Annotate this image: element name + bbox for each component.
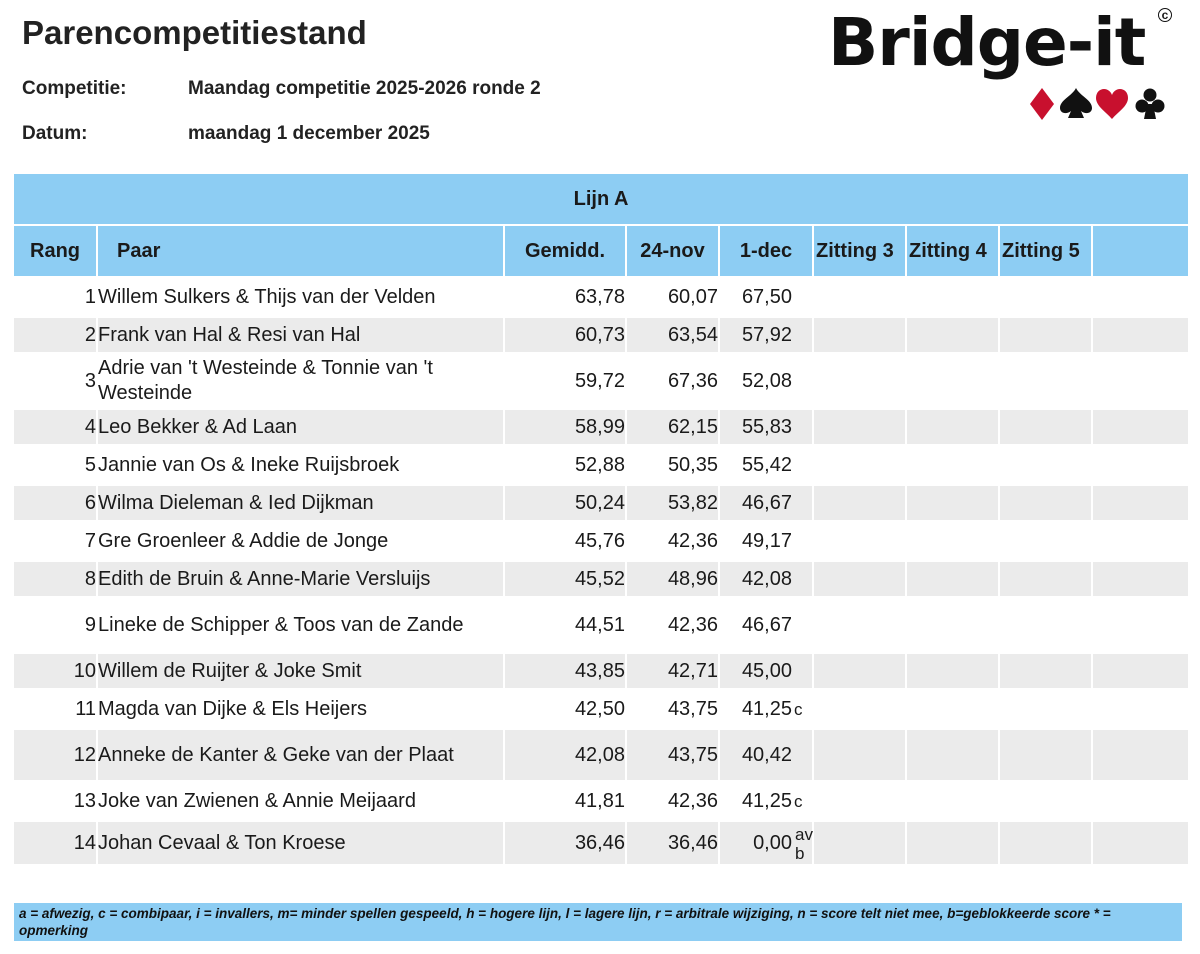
zitting-3-cell — [814, 280, 907, 318]
nov24-cell: 53,82 — [627, 486, 720, 524]
logo-text: Bridge-it — [828, 4, 1146, 81]
legend: a = afwezig, c = combipaar, i = invallers, m= minder spellen gespeeld, h = hogere lijn, l = lagere lijn, r = arbitrale wijziging, n = score telt niet mee, b=geblokkeerde score * = opmerking — [14, 903, 1182, 941]
gemidd-cell: 36,46 — [505, 822, 627, 868]
table-row — [14, 654, 1188, 692]
nov24-cell: 62,15 — [627, 410, 720, 448]
dec1-value: 55,42 — [741, 453, 792, 476]
zitting-5-cell — [1000, 356, 1093, 410]
nov24-cell: 42,36 — [627, 524, 720, 562]
zitting-3-cell — [814, 600, 907, 654]
table-row — [14, 784, 1188, 822]
dec1-cell — [720, 784, 814, 822]
dec1-cell — [720, 730, 814, 784]
rang-cell: 3 — [14, 356, 98, 410]
dec1-cell — [720, 600, 814, 654]
col-1-dec: 1-dec — [720, 226, 814, 280]
zitting-3-cell — [814, 784, 907, 822]
zitting-4-cell — [907, 448, 1000, 486]
table-row — [14, 524, 1188, 562]
dec1-value: 45,00 — [741, 659, 792, 682]
empty-cell — [1093, 448, 1188, 486]
dec1-value: 41,25 — [741, 789, 792, 812]
zitting-5-cell — [1000, 524, 1093, 562]
paar-cell: Edith de Bruin & Anne-Marie Versluijs — [98, 562, 505, 600]
empty-cell — [1093, 692, 1188, 730]
paar-cell: Joke van Zwienen & Annie Meijaard — [98, 784, 505, 822]
dec1-cell — [720, 654, 814, 692]
nov24-cell: 43,75 — [627, 730, 720, 784]
standings-table — [14, 174, 1188, 868]
nov24-cell: 43,75 — [627, 692, 720, 730]
gemidd-cell: 60,73 — [505, 318, 627, 356]
paar-cell: Magda van Dijke & Els Heijers — [98, 692, 505, 730]
empty-cell — [1093, 486, 1188, 524]
rang-cell: 13 — [14, 784, 98, 822]
rang-cell: 8 — [14, 562, 98, 600]
gemidd-cell: 45,52 — [505, 562, 627, 600]
rang-cell: 4 — [14, 410, 98, 448]
zitting-4-cell — [907, 730, 1000, 784]
zitting-3-cell — [814, 822, 907, 868]
col-24-nov: 24-nov — [627, 226, 720, 280]
paar-cell: Jannie van Os & Ineke Ruijsbroek — [98, 448, 505, 486]
zitting-3-cell — [814, 410, 907, 448]
paar-cell: Leo Bekker & Ad Laan — [98, 410, 505, 448]
nov24-cell: 63,54 — [627, 318, 720, 356]
score-flag: av b — [795, 825, 813, 863]
table-row — [14, 822, 1188, 868]
empty-cell — [1093, 280, 1188, 318]
copyright-icon: c — [1158, 8, 1172, 22]
empty-cell — [1093, 730, 1188, 784]
dec1-value: 67,50 — [741, 285, 792, 308]
paar-cell: Wilma Dieleman & Ied Dijkman — [98, 486, 505, 524]
dec1-cell — [720, 410, 814, 448]
gemidd-cell: 52,88 — [505, 448, 627, 486]
gemidd-cell: 45,76 — [505, 524, 627, 562]
paar-cell: Willem Sulkers & Thijs van der Velden — [98, 280, 505, 318]
paar-cell: Johan Cevaal & Ton Kroese — [98, 822, 505, 868]
zitting-4-cell — [907, 692, 1000, 730]
nov24-cell: 42,36 — [627, 600, 720, 654]
zitting-3-cell — [814, 654, 907, 692]
lijn-header: Lijn A — [14, 174, 1188, 226]
empty-cell — [1093, 524, 1188, 562]
zitting-3-cell — [814, 730, 907, 784]
zitting-5-cell — [1000, 692, 1093, 730]
zitting-3-cell — [814, 356, 907, 410]
zitting-4-cell — [907, 784, 1000, 822]
rang-cell: 9 — [14, 600, 98, 654]
dec1-cell — [720, 448, 814, 486]
empty-cell — [1093, 822, 1188, 868]
competitie-label: Competitie: — [22, 78, 127, 99]
table-row — [14, 600, 1188, 654]
dec1-cell — [720, 524, 814, 562]
empty-cell — [1093, 410, 1188, 448]
zitting-5-cell — [1000, 730, 1093, 784]
dec1-value: 41,25 — [741, 697, 792, 720]
dec1-value: 49,17 — [741, 529, 792, 552]
empty-cell — [1093, 356, 1188, 410]
gemidd-cell: 63,78 — [505, 280, 627, 318]
zitting-4-cell — [907, 318, 1000, 356]
zitting-5-cell — [1000, 410, 1093, 448]
gemidd-cell: 42,50 — [505, 692, 627, 730]
dec1-value: 46,67 — [741, 613, 792, 636]
gemidd-cell: 44,51 — [505, 600, 627, 654]
table-row — [14, 280, 1188, 318]
zitting-5-cell — [1000, 784, 1093, 822]
paar-cell: Gre Groenleer & Addie de Jonge — [98, 524, 505, 562]
nov24-cell: 36,46 — [627, 822, 720, 868]
zitting-3-cell — [814, 448, 907, 486]
table-row — [14, 318, 1188, 356]
table-row — [14, 730, 1188, 784]
nov24-cell: 42,71 — [627, 654, 720, 692]
dec1-cell — [720, 356, 814, 410]
datum-label: Datum: — [22, 123, 88, 144]
dec1-value: 0,00 — [753, 831, 792, 854]
zitting-4-cell — [907, 524, 1000, 562]
col-zitting-5: Zitting 5 — [1000, 226, 1093, 280]
score-flag: c — [794, 699, 803, 719]
bridge-it-logo — [828, 6, 1180, 128]
dec1-value: 57,92 — [741, 323, 792, 346]
col-rang: Rang — [14, 226, 98, 280]
zitting-3-cell — [814, 562, 907, 600]
dec1-value: 52,08 — [741, 369, 792, 392]
zitting-4-cell — [907, 822, 1000, 868]
paar-cell: Willem de Ruijter & Joke Smit — [98, 654, 505, 692]
gemidd-cell: 42,08 — [505, 730, 627, 784]
paar-cell: Frank van Hal & Resi van Hal — [98, 318, 505, 356]
club-icon — [1136, 89, 1165, 120]
score-flag: c — [794, 791, 803, 811]
nov24-cell: 60,07 — [627, 280, 720, 318]
diamond-icon — [1030, 88, 1054, 120]
col-paar: Paar — [98, 226, 505, 280]
gemidd-cell: 41,81 — [505, 784, 627, 822]
dec1-cell — [720, 486, 814, 524]
col-zitting-3: Zitting 3 — [814, 226, 907, 280]
zitting-5-cell — [1000, 600, 1093, 654]
gemidd-cell: 43,85 — [505, 654, 627, 692]
dec1-value: 40,42 — [741, 743, 792, 766]
table-row — [14, 562, 1188, 600]
empty-cell — [1093, 654, 1188, 692]
page-title: Parencompetitiestand — [22, 14, 367, 51]
table-row — [14, 486, 1188, 524]
rang-cell: 2 — [14, 318, 98, 356]
dec1-value: 55,83 — [741, 415, 792, 438]
dec1-cell — [720, 692, 814, 730]
zitting-3-cell — [814, 318, 907, 356]
dec1-value: 42,08 — [741, 567, 792, 590]
table-row — [14, 692, 1188, 730]
gemidd-cell: 50,24 — [505, 486, 627, 524]
dec1-value: 46,67 — [741, 491, 792, 514]
empty-cell — [1093, 318, 1188, 356]
zitting-4-cell — [907, 562, 1000, 600]
card-suits-icon — [1028, 86, 1168, 122]
dec1-cell — [720, 822, 814, 868]
nov24-cell: 42,36 — [627, 784, 720, 822]
zitting-5-cell — [1000, 822, 1093, 868]
paar-cell: Adrie van 't Westeinde & Tonnie van 't Westeinde — [98, 356, 505, 410]
col-gemidd: Gemidd. — [505, 226, 627, 280]
heart-icon — [1096, 89, 1128, 119]
table-row — [14, 410, 1188, 448]
nov24-cell: 50,35 — [627, 448, 720, 486]
rang-cell: 6 — [14, 486, 98, 524]
rang-cell: 11 — [14, 692, 98, 730]
datum-value: maandag 1 december 2025 — [188, 123, 430, 144]
rang-cell: 10 — [14, 654, 98, 692]
dec1-cell — [720, 562, 814, 600]
gemidd-cell: 59,72 — [505, 356, 627, 410]
zitting-4-cell — [907, 600, 1000, 654]
dec1-cell — [720, 318, 814, 356]
zitting-5-cell — [1000, 562, 1093, 600]
zitting-5-cell — [1000, 654, 1093, 692]
zitting-3-cell — [814, 524, 907, 562]
zitting-4-cell — [907, 654, 1000, 692]
paar-cell: Lineke de Schipper & Toos van de Zande — [98, 600, 505, 654]
paar-cell: Anneke de Kanter & Geke van der Plaat — [98, 730, 505, 784]
empty-cell — [1093, 784, 1188, 822]
empty-cell — [1093, 600, 1188, 654]
zitting-5-cell — [1000, 318, 1093, 356]
zitting-4-cell — [907, 280, 1000, 318]
zitting-4-cell — [907, 486, 1000, 524]
nov24-cell: 48,96 — [627, 562, 720, 600]
table-row — [14, 448, 1188, 486]
col-empty — [1093, 226, 1188, 280]
dec1-cell — [720, 280, 814, 318]
rang-cell: 7 — [14, 524, 98, 562]
spade-icon — [1060, 88, 1092, 118]
rang-cell: 12 — [14, 730, 98, 784]
rang-cell: 5 — [14, 448, 98, 486]
zitting-5-cell — [1000, 448, 1093, 486]
zitting-4-cell — [907, 356, 1000, 410]
rang-cell: 1 — [14, 280, 98, 318]
col-zitting-4: Zitting 4 — [907, 226, 1000, 280]
zitting-3-cell — [814, 486, 907, 524]
nov24-cell: 67,36 — [627, 356, 720, 410]
gemidd-cell: 58,99 — [505, 410, 627, 448]
zitting-3-cell — [814, 692, 907, 730]
zitting-4-cell — [907, 410, 1000, 448]
zitting-5-cell — [1000, 486, 1093, 524]
competitie-value: Maandag competitie 2025-2026 ronde 2 — [188, 78, 541, 99]
zitting-5-cell — [1000, 280, 1093, 318]
table-row — [14, 356, 1188, 410]
empty-cell — [1093, 562, 1188, 600]
rang-cell: 14 — [14, 822, 98, 868]
